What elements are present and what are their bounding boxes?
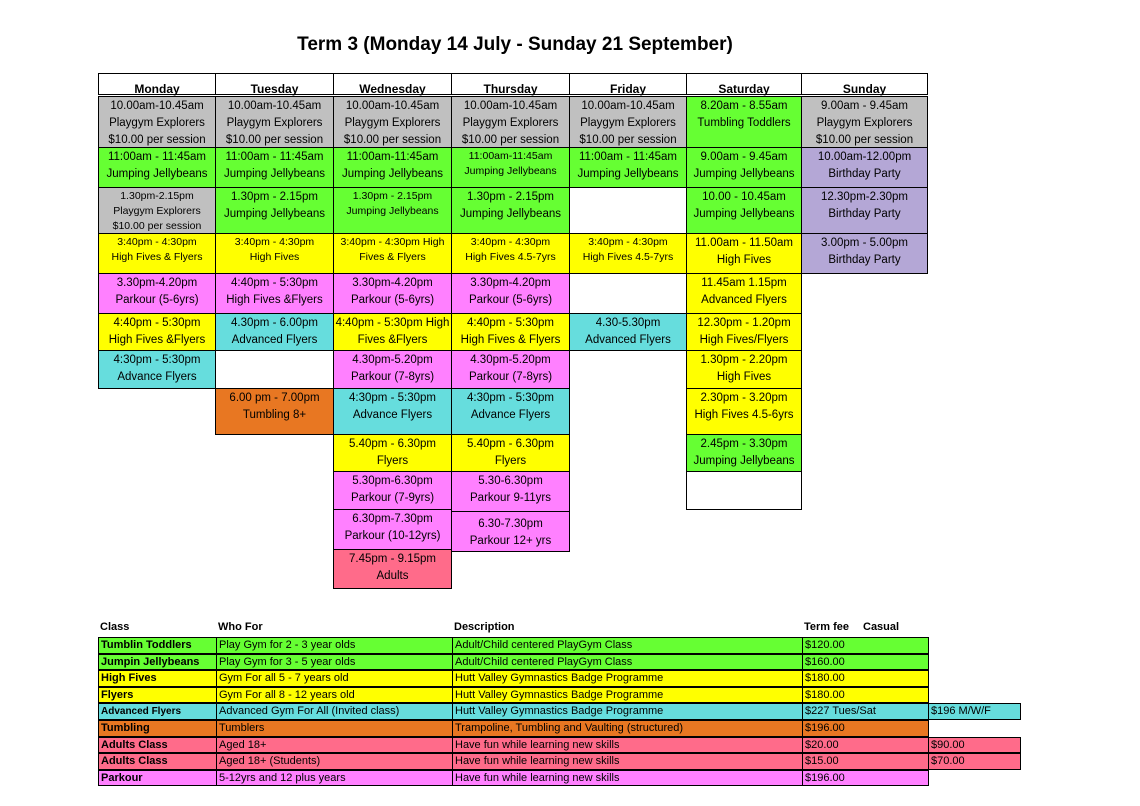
class-slot-line: Parkour 9-11yrs <box>470 492 551 504</box>
legend-row <box>98 670 1028 687</box>
class-slot-line: Jumping Jellybeans <box>459 208 561 220</box>
legend-casual: $90.00 <box>928 737 1021 754</box>
class-slot-mon <box>98 350 216 389</box>
class-slot-line: High Fives &Flyers <box>108 334 206 346</box>
class-slot-line: 10.00am-10.45am <box>110 100 204 112</box>
class-slot-line: Parkour (7-8yrs) <box>350 371 435 383</box>
class-slot-line: 6.00 pm - 7.00pm <box>229 392 320 404</box>
class-slot-line: High Fives 4.5-6yrs <box>694 409 794 421</box>
class-slot-fri <box>569 147 687 188</box>
class-slot-wed <box>333 313 452 351</box>
legend-term-fee: $120.00 <box>802 637 929 654</box>
class-slot-thu <box>451 471 570 512</box>
class-slot-wed <box>333 509 452 550</box>
legend-description: Trampoline, Tumbling and Vaulting (structured) <box>452 720 803 737</box>
class-slot-line: Playgym Explorers <box>462 117 559 129</box>
class-slot-line: 10.00am-10.45am <box>345 100 440 112</box>
legend-row <box>98 637 1028 654</box>
legend-term-fee: $160.00 <box>802 654 929 671</box>
class-slot-tue <box>215 313 334 351</box>
class-slot-line: Jumping Jellybeans <box>577 168 679 180</box>
class-slot-line: 4.30-5.30pm <box>595 317 661 329</box>
class-slot-fri <box>569 233 687 274</box>
class-slot-line: 6.30pm-7.30pm <box>352 513 433 525</box>
class-slot-sun <box>801 96 928 148</box>
class-slot-line: $10.00 per session <box>225 134 324 146</box>
class-slot-line: $10.00 per session <box>579 134 677 146</box>
class-slot-tue <box>215 187 334 234</box>
class-slot-wed <box>333 388 452 435</box>
class-slot-thu <box>451 147 570 188</box>
legend-header-term-fee: Term fee <box>804 621 850 633</box>
class-slot-line: High Fives 4.5-7yrs <box>582 251 674 263</box>
legend-who-for: Advanced Gym For All (Invited class) <box>216 703 453 720</box>
class-slot-sat <box>686 273 802 314</box>
legend-class-name: Adults Class <box>98 753 217 770</box>
class-slot-line: 4.30pm-5.20pm <box>352 354 433 366</box>
legend-description: Adult/Child centered PlayGym Class <box>452 654 803 671</box>
class-slot-line: 11.45am 1.15pm <box>701 277 787 289</box>
legend-class-name: Jumpin Jellybeans <box>98 654 217 671</box>
legend-term-fee: $180.00 <box>802 687 929 704</box>
legend-term-fee: $196.00 <box>802 770 929 787</box>
class-slot-thu <box>451 350 570 389</box>
class-slot-line: 3:40pm - 4:30pm <box>234 236 315 248</box>
legend-header-class: Class <box>100 621 130 633</box>
legend-term-fee: $20.00 <box>802 737 929 754</box>
legend-description: Have fun while learning new skills <box>452 770 803 787</box>
legend-who-for: Aged 18+ <box>216 737 453 754</box>
class-slot-line: Playgym Explorers <box>816 117 913 129</box>
class-slot-sat <box>686 350 802 389</box>
class-slot-line: Parkour (5-6yrs) <box>115 294 199 306</box>
legend-term-fee: $180.00 <box>802 670 929 687</box>
class-slot-line: 1.30pm - 2.20pm <box>700 354 788 366</box>
class-slot-line: $10.00 per session <box>343 134 442 146</box>
class-slot-wed <box>333 147 452 188</box>
class-slot-line: $10.00 per session <box>815 134 914 146</box>
class-slot-line: 1.30pm - 2.15pm <box>231 191 318 203</box>
class-slot-wed <box>333 549 452 589</box>
legend-term-fee: $196.00 <box>802 720 929 737</box>
day-header-tuesday: Tuesday <box>215 73 334 95</box>
class-slot-line: 4:40pm - 5:30pm <box>113 317 201 329</box>
class-slot-line: $10.00 per session <box>108 134 206 146</box>
legend-description: Have fun while learning new skills <box>452 737 803 754</box>
class-slot-fri <box>569 96 687 148</box>
class-slot-line: Flyers <box>376 455 409 467</box>
class-slot-sat <box>686 187 802 234</box>
class-slot-line: 10.00am-10.45am <box>227 100 322 112</box>
class-slot-line: Jumping Jellybeans <box>693 208 795 220</box>
class-slot-line: Advance Flyers <box>117 371 197 383</box>
class-slot-line: 3.30pm-4.20pm <box>470 277 551 289</box>
class-slot-line: 9.00am - 9.45am <box>821 100 908 112</box>
legend-who-for: Play Gym for 3 - 5 year olds <box>216 654 453 671</box>
class-slot-line: 4:30pm - 5:30pm <box>113 354 201 366</box>
class-slot-line: Birthday Party <box>828 208 901 220</box>
class-slot-line: 9.00am - 9.45am <box>700 151 788 163</box>
class-slot-mon <box>98 187 216 234</box>
day-header-saturday: Saturday <box>686 73 802 95</box>
class-slot-line: Jumping Jellybeans <box>106 168 208 180</box>
legend-class-name: Flyers <box>98 687 217 704</box>
class-slot-line: Flyers <box>494 455 527 467</box>
legend-who-for: 5-12yrs and 12 plus years <box>216 770 453 787</box>
legend-who-for: Aged 18+ (Students) <box>216 753 453 770</box>
class-slot-fri <box>569 187 687 234</box>
legend-description: Adult/Child centered PlayGym Class <box>452 637 803 654</box>
class-slot-line: $10.00 per session <box>112 220 202 232</box>
class-slot-line: 5.30pm-6.30pm <box>352 475 433 487</box>
day-header-thursday: Thursday <box>451 73 570 95</box>
legend-class-name: High Fives <box>98 670 217 687</box>
class-slot-line: 3:40pm - 4:30pm <box>117 236 197 248</box>
class-slot-line: 4:30pm - 5:30pm <box>349 392 436 404</box>
class-slot-line: 4.30pm - 6.00pm <box>231 317 318 329</box>
legend-class-name: Parkour <box>98 770 217 787</box>
class-slot-thu <box>451 313 570 351</box>
class-slot-line: 3:40pm - 4:30pm <box>588 236 668 248</box>
class-slot-line: High Fives 4.5-7yrs <box>465 251 556 263</box>
class-slot-line: Playgym Explorers <box>109 117 205 129</box>
class-slot-tue <box>215 273 334 314</box>
legend-description: Have fun while learning new skills <box>452 753 803 770</box>
legend-row <box>98 737 1028 754</box>
class-slot-line: 1.30pm - 2.15pm <box>352 190 433 202</box>
class-slot-line: 1.30pm - 2.15pm <box>467 191 554 203</box>
class-slot-line: 10.00 - 10.45am <box>702 191 786 203</box>
class-slot-thu <box>451 511 570 552</box>
class-slot-line: 1.30pm-2.15pm <box>120 190 194 202</box>
legend-row <box>98 703 1028 720</box>
class-slot-line: 2.30pm - 3.20pm <box>700 392 788 404</box>
class-slot-line: 12.30pm-2.30pm <box>821 191 908 203</box>
legend-who-for: Play Gym for 2 - 3 year olds <box>216 637 453 654</box>
class-slot-sat <box>686 233 802 274</box>
legend-who-for: Gym For all 8 - 12 years old <box>216 687 453 704</box>
class-slot-tue <box>215 147 334 188</box>
class-slot-thu <box>451 233 570 274</box>
class-slot-line: Parkour (7-8yrs) <box>468 371 553 383</box>
class-slot-line: 11:00am-11:45am <box>346 151 439 163</box>
class-slot-sun <box>801 147 928 188</box>
legend-header-who: Who For <box>218 621 263 633</box>
legend-description: Hutt Valley Gymnastics Badge Programme <box>452 687 803 704</box>
class-slot-wed <box>333 350 452 389</box>
class-slot-line: Jumping Jellybeans <box>464 165 557 177</box>
class-slot-line: Fives & Flyers <box>359 251 426 263</box>
class-slot-line: High Fives <box>249 251 300 263</box>
class-slot-sat <box>686 434 802 472</box>
legend-casual: $196 M/W/F <box>928 703 1021 720</box>
class-slot-line: High Fives <box>716 254 772 266</box>
class-slot-line: 3.00pm - 5.00pm <box>821 237 908 249</box>
class-slot-line: Parkour (10-12yrs) <box>344 530 441 542</box>
class-slot-line: Parkour (5-6yrs) <box>468 294 553 306</box>
class-slot-fri <box>569 313 687 351</box>
class-slot-line: Playgym Explorers <box>226 117 323 129</box>
class-slot-line: Advanced Flyers <box>701 294 787 306</box>
class-slot-line: 12.30pm - 1.20pm <box>697 317 791 329</box>
legend-description: Hutt Valley Gymnastics Badge Programme <box>452 703 803 720</box>
legend-row <box>98 687 1028 704</box>
class-slot-mon <box>98 273 216 314</box>
class-slot-line: 4:40pm - 5:30pm <box>231 277 318 289</box>
class-slot-line: Parkour (7-9yrs) <box>350 492 435 504</box>
class-slot-line: Tumbling Toddlers <box>697 117 791 129</box>
day-header-friday: Friday <box>569 73 687 95</box>
legend-description: Hutt Valley Gymnastics Badge Programme <box>452 670 803 687</box>
class-slot-tue <box>215 233 334 274</box>
class-slot-line: Parkour 12+ yrs <box>469 535 552 547</box>
class-slot-thu <box>451 187 570 234</box>
class-slot-tue <box>215 350 334 389</box>
class-slot-line: Playgym Explorers <box>580 117 676 129</box>
class-slot-line: 3:40pm - 4:30pm High <box>340 236 445 248</box>
class-slot-sun <box>801 233 928 274</box>
class-slot-line: High Fives &Flyers <box>226 294 323 306</box>
class-slot-line: 7.45pm - 9.15pm <box>349 553 436 565</box>
class-slot-sat <box>686 147 802 188</box>
class-slot-sat <box>686 96 802 148</box>
legend-row <box>98 753 1028 770</box>
class-slot-line: 10.00am-10.45am <box>581 100 675 112</box>
class-slot-line: Fives &Flyers <box>357 334 428 346</box>
class-slot-line: 4:40pm - 5:30pm <box>467 317 554 329</box>
class-slot-line: 4:30pm - 5:30pm <box>467 392 554 404</box>
legend-class-name: Tumbling <box>98 720 217 737</box>
class-slot-thu <box>451 273 570 314</box>
class-slot-line: Advance Flyers <box>470 409 551 421</box>
legend-class-name: Adults Class <box>98 737 217 754</box>
day-header-monday: Monday <box>98 73 216 95</box>
day-header-sunday: Sunday <box>801 73 928 95</box>
class-slot-tue <box>215 388 334 435</box>
class-slot-line: High Fives <box>716 371 772 383</box>
legend-row <box>98 720 1028 737</box>
class-slot-line: 3:40pm - 4:30pm <box>470 236 551 248</box>
class-slot-line: Playgym Explorers <box>113 205 201 217</box>
legend-term-fee: $227 Tues/Sat <box>802 703 929 720</box>
legend-casual: $70.00 <box>928 753 1021 770</box>
class-slot-line: Birthday Party <box>828 168 901 180</box>
class-slot-wed <box>333 471 452 510</box>
class-slot-line: 10.00am-10.45am <box>463 100 558 112</box>
class-slot-line: Jumping Jellybeans <box>693 455 795 467</box>
class-slot-line: High Fives & Flyers <box>460 334 561 346</box>
class-slot-line: Advance Flyers <box>352 409 433 421</box>
class-slot-line: High Fives & Flyers <box>111 251 203 263</box>
legend-header <box>0 621 1030 635</box>
class-slot-line: 11:00am - 11:45am <box>225 151 324 163</box>
class-slot-line: 6.30-7.30pm <box>478 518 543 530</box>
class-slot-line: Jumping Jellybeans <box>346 205 439 217</box>
class-slot-line: $10.00 per session <box>461 134 560 146</box>
class-slot-line: Jumping Jellybeans <box>223 168 325 180</box>
class-slot-line: 5.40pm - 6.30pm <box>467 438 554 450</box>
class-slot-line: Tumbling 8+ <box>242 409 307 421</box>
page-title: Term 3 (Monday 14 July - Sunday 21 September) <box>297 34 733 55</box>
class-slot-mon <box>98 233 216 274</box>
class-slot-line: Jumping Jellybeans <box>223 208 325 220</box>
class-slot-wed <box>333 233 452 274</box>
class-slot-mon <box>98 96 216 148</box>
legend-row <box>98 770 1028 787</box>
legend-term-fee: $15.00 <box>802 753 929 770</box>
class-slot-sat <box>686 471 802 510</box>
class-slot-line: 10.00am-12.00pm <box>817 151 912 163</box>
legend-header-description: Description <box>454 621 515 633</box>
class-slot-line: 3.30pm-4.20pm <box>116 277 198 289</box>
legend-class-name: Tumblin Toddlers <box>98 637 217 654</box>
class-slot-line: Playgym Explorers <box>344 117 441 129</box>
class-slot-line: Advanced Flyers <box>231 334 318 346</box>
class-slot-tue <box>215 96 334 148</box>
class-slot-wed <box>333 273 452 314</box>
class-slot-line: Jumping Jellybeans <box>341 168 443 180</box>
class-slot-line: 8.20am - 8.55am <box>700 100 788 112</box>
class-slot-line: Jumping Jellybeans <box>693 168 795 180</box>
class-slot-line: 2.45pm - 3.30pm <box>700 438 788 450</box>
class-slot-thu <box>451 434 570 472</box>
class-slot-line: 11:00am-11:45am <box>468 150 553 162</box>
class-slot-line: 4.30pm-5.20pm <box>470 354 551 366</box>
class-slot-line: High Fives/Flyers <box>699 334 789 346</box>
legend-class-name: Advanced Flyers <box>98 703 217 720</box>
class-slot-line: Adults <box>376 570 409 582</box>
class-slot-line: 11:00am - 11:45am <box>578 151 678 163</box>
class-slot-line: 11:00am - 11:45am <box>107 151 207 163</box>
class-slot-mon <box>98 147 216 188</box>
class-slot-line: 4:40pm - 5:30pm High <box>335 317 450 329</box>
class-slot-line: Parkour (5-6yrs) <box>350 294 435 306</box>
class-slot-wed <box>333 434 452 472</box>
class-slot-mon <box>98 313 216 351</box>
class-slot-thu <box>451 388 570 435</box>
class-slot-sat <box>686 313 802 351</box>
legend-header-casual: Casual <box>863 621 900 633</box>
legend-row <box>98 654 1028 671</box>
class-slot-line: 3.30pm-4.20pm <box>352 277 433 289</box>
class-slot-thu <box>451 96 570 148</box>
class-slot-sun <box>801 187 928 234</box>
legend-who-for: Tumblers <box>216 720 453 737</box>
class-slot-line: Birthday Party <box>828 254 901 266</box>
class-slot-line: 11.00am - 11.50am <box>694 237 794 249</box>
class-slot-line: 5.30-6.30pm <box>478 475 543 487</box>
class-slot-wed <box>333 187 452 234</box>
day-header-wednesday: Wednesday <box>333 73 452 95</box>
class-slot-wed <box>333 96 452 148</box>
legend-who-for: Gym For all 5 - 7 years old <box>216 670 453 687</box>
class-slot-line: Advanced Flyers <box>585 334 671 346</box>
class-slot-line: 5.40pm - 6.30pm <box>349 438 436 450</box>
class-slot-sat <box>686 388 802 435</box>
